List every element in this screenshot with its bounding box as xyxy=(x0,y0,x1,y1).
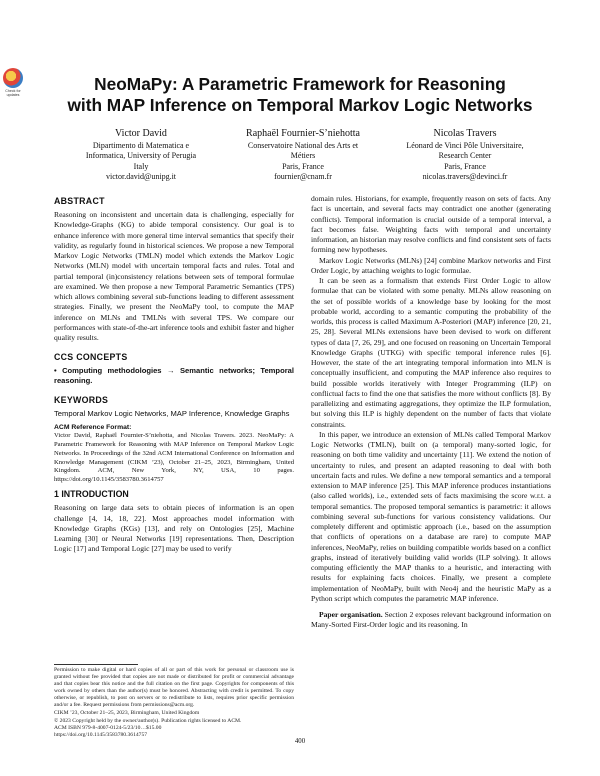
author-email[interactable]: victor.david@unipg.it xyxy=(105,172,177,182)
author-affiliation: Dipartimento di Matematica e xyxy=(92,141,190,150)
author-affiliation: Métiers xyxy=(290,151,316,161)
keywords-heading: KEYWORDS xyxy=(54,395,109,406)
author-location: Paris, France xyxy=(444,161,486,171)
author-block xyxy=(60,128,546,183)
acm-reference-text: Victor David, Raphaël Fournier-S’niehotta, and Nicolas Travers. 2023. NeoMaPy: A Parametric Framework for Reasoning with MAP Inference on Temporal Markov Logic Networks. In Proceedings of the 32nd ACM International Conference on Information and Knowledge Management (CIKM ’23), October 21–25, 2023, Birmingham, United Kingdom. ACM, New York, NY, USA, 10 pages. https://doi.org/10.1145/3583780.3614757 xyxy=(54,432,294,484)
introduction-section xyxy=(54,489,294,555)
author-name: Nicolas Travers xyxy=(433,128,497,139)
author-affiliation: Informatica, University of Perugia xyxy=(85,151,197,161)
permission-text: Permission to make digital or hard copies of all or part of this work for personal or classroom use is granted without fee provided that copies are not made or distributed for profit or commercial advantage and that copies bear this notice and the full citation on the first page. Copyrights for components of this work owned by others than the author(s) must be honored. Abstracting with credit is permitted. To copy otherwise, or republish, to post on servers or to redistribute to lists, requires prior specific permission and/or a fee. Request permissions from permissions@acm.org. xyxy=(54,667,294,709)
left-column xyxy=(54,196,294,555)
author-affiliation: Research Center xyxy=(438,151,492,161)
conference-line: CIKM ’23, October 21–25, 2023, Birmingham, United Kingdom xyxy=(54,709,200,716)
author-email[interactable]: nicolas.travers@devinci.fr xyxy=(422,172,508,182)
ccs-heading: CCS CONCEPTS xyxy=(54,352,128,363)
acm-reference-heading: ACM Reference Format: xyxy=(54,424,132,432)
introduction-heading: 1 INTRODUCTION xyxy=(54,489,129,500)
crossmark-icon xyxy=(3,68,23,88)
permission-footnote xyxy=(54,667,294,739)
ccs-section xyxy=(54,352,294,386)
author-name: Victor David xyxy=(115,128,167,139)
introduction-text: Reasoning on large data sets to obtain pieces of information is an open challenge [4, 14, 18, 22]. Most approaches model information with Knowledge Graphs (KGs) [13], and rely on Ontologies [25], Machine Learning [30] or Neural Networks [19] representations. Then, Description Logic [17] and Temporal Logic [27] may be used to verify xyxy=(54,503,294,554)
keywords-section xyxy=(54,395,294,485)
author-affiliation: Conservatoire National des Arts et xyxy=(247,141,359,150)
keywords-text: Temporal Markov Logic Networks, MAP Inference, Knowledge Graphs xyxy=(54,409,290,419)
abstract-text: Reasoning on inconsistent and uncertain data is challenging, especially for Knowledge-Graphs (KG) to abide temporal consistency. Our goal is to enhance inference with more general time interval semantics that specify their validity, as regularly found in historical sciences. We propose a new Temporal Markov Logic Networks (TMLN) model which extends the Markov Logic Networks (MLN) model with uncertain temporal facts and rules. Total and partial temporal (in)consistency relations between sets of temporal formulae are examined. We then propose a new Temporal Parametric Semantics (TPS) which allows combining several sub-functions leading to different assessment strategies. Finally, we present the NeoMaPy tool, to compute the MAP inference on MLNs and TMLNs with several TPS. We compare our performances with state-of-the-art inference tools and exhibit faster and higher quality results. xyxy=(54,210,294,342)
isbn-line: ACM ISBN 979-8-4007-0124-5/23/10…$15.00 xyxy=(54,724,162,731)
paragraph: In this paper, we introduce an extension of MLNs called Temporal Markov Logic Networks (TMLN), built on (a temporal) many-sorted logic, for reasoning on both time validity and uncertainty [11]. We extend the notion of uncertainty to rules, and present an adapted reasoning to deal with both uncertain facts and rules. We define a new temporal semantics and a temporal extension to MAP inference [25]. This MAP inference produces instantiations (also called worlds), i.e., extended sets of facts maximising the score w.r.t. a temporal semantics. The proposed temporal semantics is parametric: it allows combining several sub-functions for various consistency validations. Our completely different and optimistic approach (i.e., based on the assumption that conflicts of operations on a database are rare) to compute MAP inferences, NeoMaPy, relies on building compatible worlds based on a conflict graphs, instead of iteratively building valid worlds (ILP solving). It allows computing efficiently the MAP thanks to a heuristic, and interacting with results for explaining facts choices. Finally, we present a complete implementation of NeoMaPy, built with Neo4j and the heuristic MaPy as a Python script which computes the parametric MAP inference. xyxy=(311,429,551,603)
paragraph-text: Section 2 exposes relevant background information on Many-Sorted First-Order logic and its reasoning. In xyxy=(311,610,551,630)
ccs-text: • Computing methodologies → Semantic networks; Temporal reasoning. xyxy=(54,366,294,386)
abstract-heading: ABSTRACT xyxy=(54,196,105,206)
author-location: Italy xyxy=(133,161,149,171)
paragraph-organisation xyxy=(311,610,551,631)
title-line-2: with MAP Inference on Temporal Markov Logic Networks xyxy=(67,95,533,115)
copyright-line: © 2023 Copyright held by the owner/author(s). Publication rights licensed to ACM. xyxy=(54,717,242,724)
author-2 xyxy=(222,128,384,183)
footnote-rule xyxy=(54,664,138,665)
doi-link[interactable]: https://doi.org/10.1145/3583780.3614757 xyxy=(54,731,148,738)
paper-title xyxy=(50,74,550,116)
check-for-updates-badge[interactable] xyxy=(2,68,24,100)
paragraph-label: Paper organisation. xyxy=(319,610,383,619)
paragraph: It can be seen as a formalism that extends First Order Logic to allow formulae that can be violated with some penalty. MLNs allow reasoning on the set of possible worlds of a knowledge base by looking for the most probable world, according to a semantic computing the probability of the worlds, this process is called Maximum A-Posteriori (MAP) inference [20, 21, 25, 28]. Several MLNs extensions have been devised to work on different types of data [7, 26, 29], and one focused on reasoning on Uncertain Temporal Knowledge Graphs (UTKG) with specific temporal inference rules [6]. However, the state of the art integrating temporal information into MLN is conceptually insufficient, and computing the MAP inference also requires to build possible worlds iteratively with Integer Programming (ILP) on conflictual facts to find the one that satisfies the more without conflicts [8]. By parallelizing and estimating aggregations, they optimize the ILP formulation, but solving this ILP is highly dependent on the number of facts that violate constraints. xyxy=(311,276,551,429)
paragraph: domain rules. Historians, for example, frequently reason on sets of facts. Any fact is uncertain, and several facts may contradict one another (generating conflicts). Temporal information is crucial outside of a temporal interval, a fact becomes false. Weighting facts with temporal and uncertainty information, an historian may resolve conflicts and find consistent sets of facts forming new hypotheses. xyxy=(311,194,551,255)
right-column xyxy=(311,194,551,631)
author-1 xyxy=(60,128,222,183)
badge-caption: Check for updates xyxy=(5,89,21,97)
page-number: 400 xyxy=(294,738,306,745)
author-3 xyxy=(384,128,546,183)
author-affiliation: Léonard de Vinci Pôle Universitaire, xyxy=(406,141,524,150)
paragraph: Markov Logic Networks (MLNs) [24] combine Markov networks and First Order Logic, by attaching weights to logic formulae. xyxy=(311,255,551,275)
title-line-1: NeoMaPy: A Parametric Framework for Reasoning xyxy=(94,74,506,94)
author-name: Raphaël Fournier-S’niehotta xyxy=(246,128,360,139)
author-email[interactable]: fournier@cnam.fr xyxy=(274,172,332,182)
author-location: Paris, France xyxy=(282,161,324,171)
abstract-section xyxy=(54,196,294,343)
